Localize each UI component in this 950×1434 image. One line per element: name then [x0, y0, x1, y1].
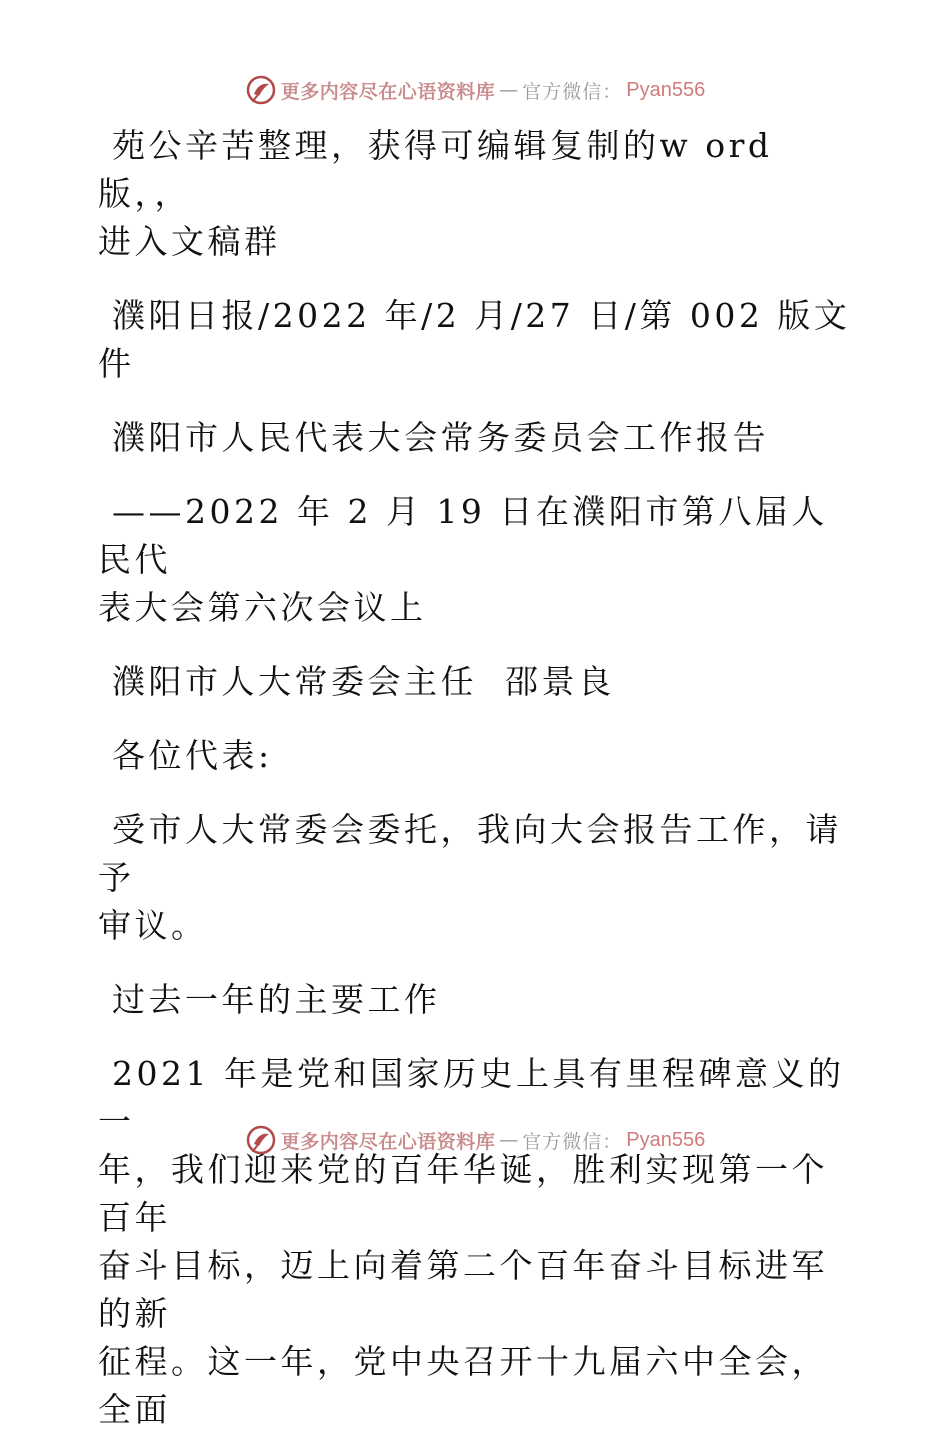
- header-watermark-banner: [0, 70, 950, 110]
- intro-line: 进入文稿群: [98, 222, 281, 261]
- document-title: 濮阳市人民代表大会常务委员会工作报告: [98, 418, 769, 457]
- document-body: [98, 122, 858, 1434]
- body-line: 2021 年是党和国家历史上具有里程碑意义的一: [98, 1054, 845, 1141]
- wechat-id: Pyan556: [626, 78, 706, 101]
- subtitle-line: ——2022 年 2 月 19 日在濮阳市第八届人民代: [98, 492, 828, 579]
- banner-separator: —: [499, 79, 519, 101]
- brand-name: 更多内容尽在心语资料库: [280, 1130, 496, 1153]
- brand-logo-icon: [245, 74, 277, 106]
- body-line: 年，我们迎来党的百年华诞，胜利实现第一个百年: [98, 1150, 828, 1237]
- official-wechat-label: 官方微信：: [522, 1130, 623, 1153]
- intro-line: 苑公辛苦整理，获得可编辑复制的w ord版，，: [98, 126, 773, 213]
- official-wechat-label: 官方微信：: [522, 80, 623, 103]
- brand-logo-icon: [245, 1124, 277, 1156]
- speaker-line: 濮阳市人大常委会主任 邵景良: [98, 662, 615, 701]
- subtitle-line: 表大会第六次会议上: [98, 588, 427, 627]
- footer-watermark-banner: [0, 1120, 950, 1160]
- opening-line: 审议。: [98, 906, 208, 945]
- source-line: 濮阳日报/2022 年/2 月/27 日/第 002 版文件: [98, 296, 851, 383]
- section-heading: 过去一年的主要工作: [98, 980, 441, 1019]
- salutation: 各位代表:: [98, 736, 273, 775]
- body-line: 征程。这一年，党中央召开十九届六中全会，全面: [98, 1342, 828, 1429]
- body-line: 奋斗目标，迈上向着第二个百年奋斗目标进军的新: [98, 1246, 828, 1333]
- brand-name: 更多内容尽在心语资料库: [280, 80, 496, 103]
- opening-line: 受市人大常委会委托，我向大会报告工作，请予: [98, 810, 842, 897]
- banner-separator: —: [499, 1129, 519, 1151]
- wechat-id: Pyan556: [626, 1128, 706, 1151]
